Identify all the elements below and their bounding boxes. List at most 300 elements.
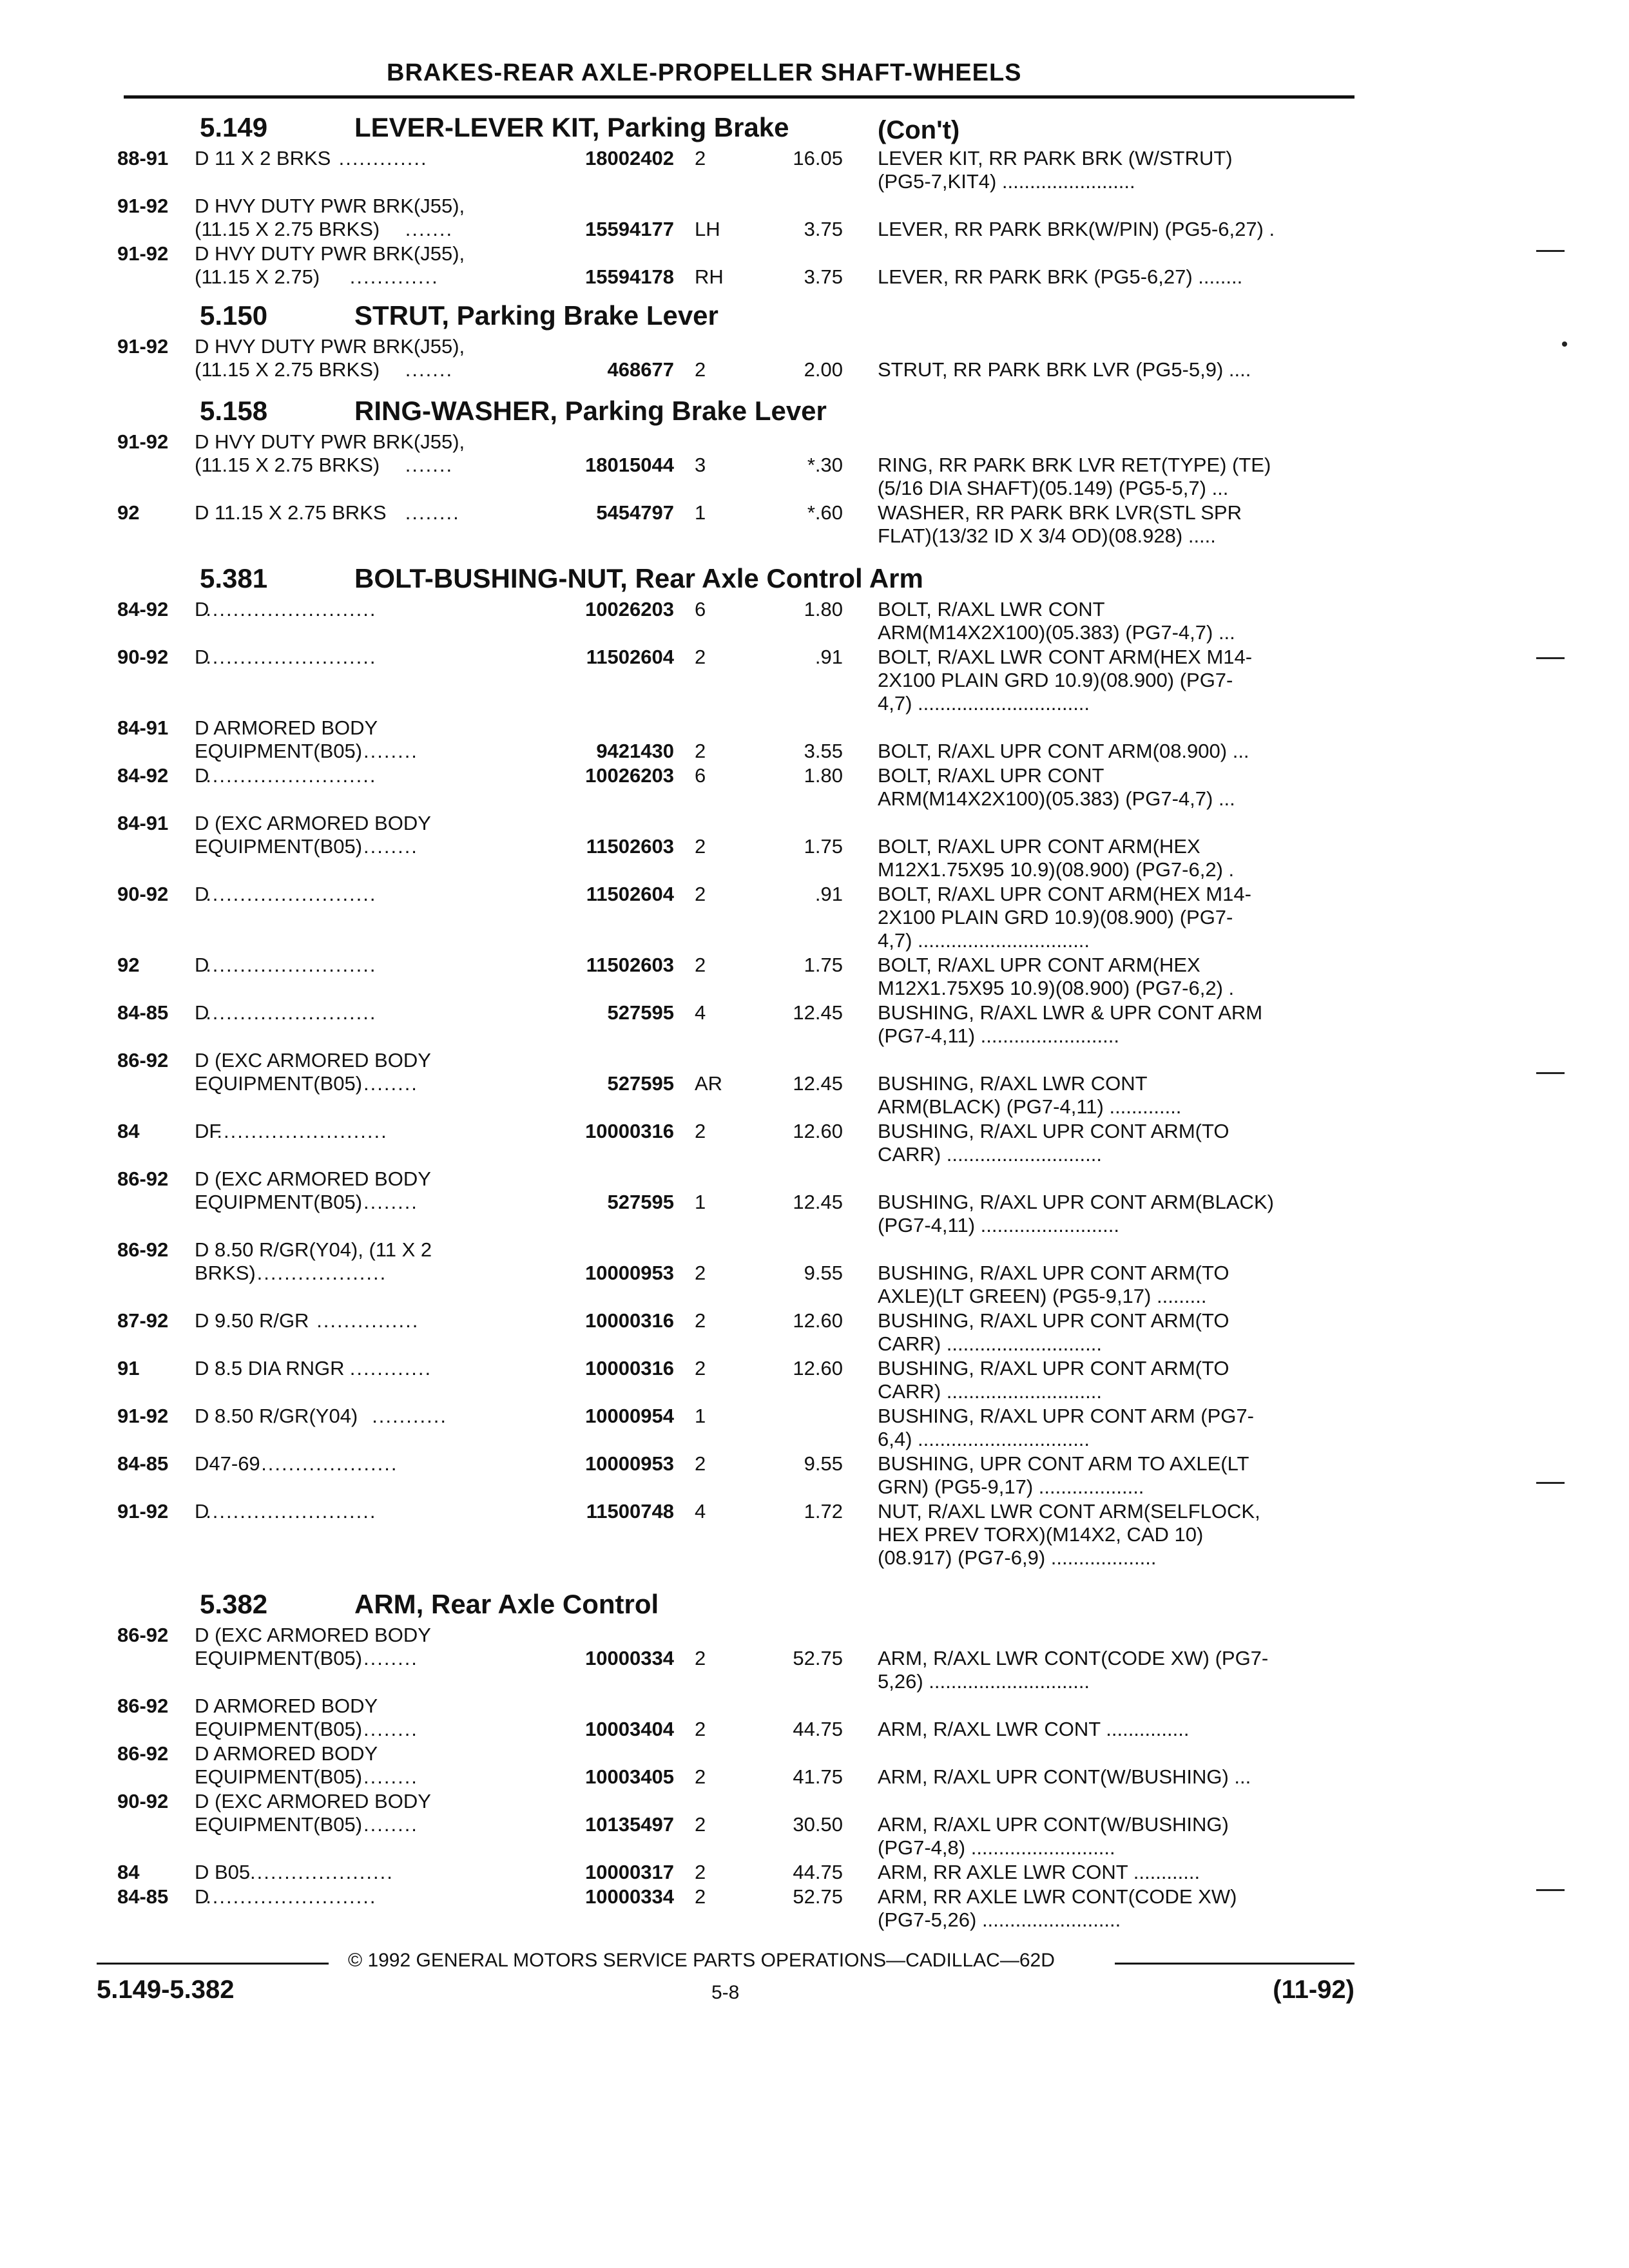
entry-name: (PG7-4,11) .........................: [878, 1024, 1119, 1047]
part-entry: [0, 1119, 1629, 1165]
entry-dots: ............: [349, 1357, 432, 1379]
section-name: LEVER-LEVER KIT, Parking Brake: [354, 112, 789, 142]
entry-line: [0, 1835, 1629, 1858]
entry-line: [0, 1379, 1629, 1402]
entry-yr: 90-92: [117, 1790, 169, 1812]
entry-pn: 10000953: [585, 1452, 674, 1475]
entry-name: WASHER, RR PARK BRK LVR(STL SPR: [878, 501, 1242, 524]
entry-desc: D HVY DUTY PWR BRK(J55),: [195, 335, 465, 358]
entry-yr: 84-92: [117, 764, 169, 787]
entry-price: 1.72: [804, 1500, 843, 1523]
entry-desc: D47-69: [195, 1452, 260, 1475]
entry-name: ARM, R/AXL UPR CONT(W/BUSHING): [878, 1813, 1229, 1836]
entry-desc: EQUIPMENT(B05): [195, 1647, 363, 1669]
entry-dots: .......: [405, 454, 454, 476]
entry-line: [0, 1499, 1629, 1522]
entry-qty: 2: [695, 646, 706, 668]
entry-desc: DF: [195, 1120, 222, 1142]
entry-yr: 90-92: [117, 646, 169, 668]
entry-line: [0, 1189, 1629, 1213]
entry-pn: 10003405: [585, 1765, 674, 1788]
entry-desc: D: [195, 598, 209, 620]
entry-desc: D 8.5 DIA RNGR: [195, 1357, 345, 1379]
entry-dots: .............: [338, 147, 428, 169]
entry-pn: 10000954: [585, 1405, 674, 1427]
part-entry: [0, 1741, 1629, 1787]
part-entry: [0, 193, 1629, 240]
entry-name: BUSHING, R/AXL LWR CONT: [878, 1072, 1148, 1095]
entry-price: *.30: [807, 454, 843, 476]
entry-name: BUSHING, R/AXL UPR CONT ARM(TO: [878, 1120, 1229, 1142]
entry-desc: D ARMORED BODY: [195, 1742, 378, 1765]
entry-dots: .......: [405, 358, 454, 381]
part-entry: [0, 1499, 1629, 1568]
entry-yr: 91-92: [117, 1405, 169, 1427]
entry-desc: D (EXC ARMORED BODY: [195, 1624, 431, 1646]
entry-name: CARR) ............................: [878, 1143, 1102, 1166]
entry-line: [0, 1789, 1629, 1812]
footer-copyright: © 1992 GENERAL MOTORS SERVICE PARTS OPERATIONS—CADILLAC—62D: [348, 1950, 1055, 1971]
entry-pn: 10000316: [585, 1309, 674, 1332]
entry-name: CARR) ............................: [878, 1380, 1102, 1403]
entry-qty: 2: [695, 1452, 706, 1475]
part-entry: [0, 1403, 1629, 1450]
part-entry: [0, 1860, 1629, 1883]
entry-qty: AR: [695, 1072, 723, 1095]
entry-name: 4,7) ...............................: [878, 692, 1090, 715]
entry-pn: 18015044: [585, 454, 674, 476]
entry-pn: 15594177: [585, 218, 674, 240]
entry-line: [0, 975, 1629, 999]
entry-pn: 15594178: [585, 265, 674, 288]
entry-dots: .........................: [217, 1120, 388, 1142]
entry-qty: 2: [695, 1309, 706, 1332]
part-entry: [0, 1451, 1629, 1497]
entry-line: [0, 786, 1629, 809]
entry-line: [0, 1860, 1629, 1883]
entry-yr: 84-91: [117, 812, 169, 834]
entry-name: 2X100 PLAIN GRD 10.9)(08.900) (PG7-: [878, 906, 1233, 928]
entry-desc: D (EXC ARMORED BODY: [195, 1049, 431, 1072]
entry-yr: 86-92: [117, 1695, 169, 1717]
entry-price: 9.55: [804, 1452, 843, 1475]
entry-line: [0, 881, 1629, 905]
entry-qty: 1: [695, 1191, 706, 1213]
entry-line: [0, 1545, 1629, 1568]
entry-qty: 4: [695, 1500, 706, 1523]
entry-dots: ....................: [250, 1262, 387, 1284]
entry-desc: D: [195, 1885, 209, 1908]
part-entry: [0, 952, 1629, 999]
entry-price: 3.75: [804, 218, 843, 240]
entry-line: [0, 905, 1629, 928]
part-entry: [0, 763, 1629, 809]
entry-name: 5,26) .............................: [878, 1670, 1090, 1693]
entry-yr: 87-92: [117, 1309, 169, 1332]
entry-dots: .........................: [206, 1001, 377, 1024]
entry-line: [0, 620, 1629, 643]
entry-qty: 2: [695, 1861, 706, 1883]
entry-line: [0, 1522, 1629, 1545]
entry-yr: 86-92: [117, 1168, 169, 1190]
entry-price: 41.75: [793, 1765, 843, 1788]
entry-dots: ..........: [349, 1072, 418, 1095]
entry-qty: 2: [695, 1813, 706, 1836]
entry-desc: D (EXC ARMORED BODY: [195, 1168, 431, 1190]
entry-line: [0, 1741, 1629, 1764]
part-entry: [0, 715, 1629, 762]
entry-desc: D: [195, 1001, 209, 1024]
entry-line: [0, 169, 1629, 192]
entry-name: BUSHING, UPR CONT ARM TO AXLE(LT: [878, 1452, 1249, 1475]
entry-name: ARM, R/AXL LWR CONT(CODE XW) (PG7-: [878, 1647, 1269, 1669]
entry-name: BUSHING, R/AXL UPR CONT ARM(BLACK): [878, 1191, 1274, 1213]
entry-dots: .........................: [206, 598, 377, 620]
part-entry: [0, 334, 1629, 380]
entry-dots: ..........: [349, 1765, 418, 1788]
entry-yr: 84-92: [117, 598, 169, 620]
entry-yr: 86-92: [117, 1238, 169, 1261]
entry-line: [0, 691, 1629, 714]
margin-mark: [1536, 1482, 1565, 1484]
part-entry: [0, 1048, 1629, 1117]
part-entry: [0, 1884, 1629, 1930]
entry-price: .91: [815, 646, 843, 668]
entry-line: [0, 1000, 1629, 1023]
entry-dots: ...............: [316, 1309, 419, 1332]
entry-name: 2X100 PLAIN GRD 10.9)(08.900) (PG7-: [878, 669, 1233, 691]
entry-name: FLAT)(13/32 ID X 3/4 OD)(08.928) .....: [878, 524, 1216, 547]
entry-line: [0, 834, 1629, 857]
entry-yr: 91-92: [117, 335, 169, 358]
entry-line: [0, 1048, 1629, 1071]
entry-line: [0, 597, 1629, 620]
entry-pn: 10000334: [585, 1885, 674, 1908]
entry-price: 1.80: [804, 764, 843, 787]
entry-yr: 84-91: [117, 716, 169, 739]
entry-name: GRN) (PG5-9,17) ...................: [878, 1475, 1144, 1498]
entry-dots: ....................: [261, 1452, 398, 1475]
entry-name: BUSHING, R/AXL UPR CONT ARM(TO: [878, 1357, 1229, 1379]
entry-desc: D: [195, 646, 209, 668]
entry-qty: 6: [695, 764, 706, 787]
entry-dots: ...........: [372, 1405, 447, 1427]
entry-name: ARM, R/AXL LWR CONT ...............: [878, 1718, 1190, 1740]
entry-dots: .....................: [250, 1861, 394, 1883]
entry-desc: D: [195, 883, 209, 905]
entry-desc: D B05: [195, 1861, 251, 1883]
entry-dots: ..........: [349, 1647, 418, 1669]
entry-line: [0, 1023, 1629, 1046]
header-rule: [124, 95, 1354, 99]
entry-pn: 10026203: [585, 598, 674, 620]
part-entry: [0, 1356, 1629, 1402]
entry-qty: 2: [695, 740, 706, 762]
entry-line: [0, 1213, 1629, 1236]
entry-line: [0, 1716, 1629, 1740]
entry-line: [0, 429, 1629, 452]
part-entry: [0, 1166, 1629, 1236]
section-continued: (Con't): [878, 116, 960, 144]
entry-name: BOLT, R/AXL UPR CONT ARM(HEX: [878, 835, 1200, 858]
section-name: STRUT, Parking Brake Lever: [354, 300, 718, 331]
entry-price: 44.75: [793, 1718, 843, 1740]
entry-qty: 2: [695, 883, 706, 905]
entry-pn: 10003404: [585, 1718, 674, 1740]
entry-yr: 91-92: [117, 242, 169, 265]
entry-pn: 11500748: [586, 1500, 674, 1523]
entry-line: [0, 1403, 1629, 1427]
entry-desc: D: [195, 954, 209, 976]
entry-line: [0, 952, 1629, 975]
entry-line: [0, 1907, 1629, 1930]
entry-qty: 1: [695, 1405, 706, 1427]
part-entry: [0, 811, 1629, 880]
entry-name: (PG7-4,11) .........................: [878, 1214, 1119, 1236]
entry-pn: 10000317: [585, 1861, 674, 1883]
entry-price: 30.50: [793, 1813, 843, 1836]
entry-name: BUSHING, R/AXL UPR CONT ARM(TO: [878, 1262, 1229, 1284]
entry-yr: 84-85: [117, 1001, 169, 1024]
entry-line: [0, 1764, 1629, 1787]
entry-pn: 11502603: [586, 835, 674, 858]
entry-line: [0, 452, 1629, 476]
entry-yr: 88-91: [117, 147, 169, 169]
entry-desc: EQUIPMENT(B05): [195, 740, 363, 762]
entry-desc: EQUIPMENT(B05): [195, 1765, 363, 1788]
entry-line: [0, 1331, 1629, 1354]
entry-desc: D 8.50 R/GR(Y04): [195, 1405, 358, 1427]
entry-yr: 84-85: [117, 1885, 169, 1908]
entry-line: [0, 1812, 1629, 1835]
entry-qty: 2: [695, 1718, 706, 1740]
footer-rule-right: [1115, 1963, 1354, 1965]
margin-mark: [1536, 1072, 1565, 1074]
entry-dots: .........................: [206, 883, 377, 905]
entry-line: [0, 1166, 1629, 1189]
part-entry: [0, 1000, 1629, 1046]
part-entry: [0, 881, 1629, 951]
entry-desc: D: [195, 1500, 209, 1523]
entry-qty: 2: [695, 1885, 706, 1908]
entry-desc: D (EXC ARMORED BODY: [195, 1790, 431, 1812]
entry-line: [0, 476, 1629, 499]
entry-yr: 91-92: [117, 195, 169, 217]
entry-name: M12X1.75X95 10.9)(08.900) (PG7-6,2) .: [878, 977, 1235, 999]
entry-desc: EQUIPMENT(B05): [195, 1813, 363, 1836]
entry-dots: .........................: [206, 1885, 377, 1908]
entry-dots: ..........: [349, 835, 418, 858]
entry-qty: 6: [695, 598, 706, 620]
margin-mark: [1562, 341, 1567, 347]
entry-price: 44.75: [793, 1861, 843, 1883]
part-entry: [0, 241, 1629, 287]
entry-yr: 84: [117, 1861, 140, 1883]
entry-pn: 18002402: [585, 147, 674, 169]
entry-dots: .........................: [206, 954, 377, 976]
part-entry: [0, 500, 1629, 546]
entry-name: 6,4) ...............................: [878, 1428, 1090, 1450]
entry-price: 12.45: [793, 1072, 843, 1095]
entry-line: [0, 500, 1629, 523]
part-entry: [0, 1237, 1629, 1307]
part-entry: [0, 146, 1629, 192]
entry-yr: 84: [117, 1120, 140, 1142]
entry-name: AXLE)(LT GREEN) (PG5-9,17) .........: [878, 1285, 1207, 1307]
entry-line: [0, 1142, 1629, 1165]
entry-desc: D: [195, 764, 209, 787]
entry-line: [0, 763, 1629, 786]
entry-name: BOLT, R/AXL UPR CONT ARM(08.900) ...: [878, 740, 1249, 762]
entry-pn: 5454797: [596, 501, 674, 524]
entry-qty: 2: [695, 835, 706, 858]
footer-rule-left: [97, 1963, 329, 1965]
entry-price: 12.60: [793, 1120, 843, 1142]
section-number: 5.149: [200, 112, 268, 142]
part-entry: [0, 1308, 1629, 1354]
footer-section-range: 5.149-5.382: [97, 1975, 235, 2004]
entry-name: (08.917) (PG7-6,9) ...................: [878, 1546, 1157, 1569]
section-name: RING-WASHER, Parking Brake Lever: [354, 396, 827, 426]
entry-pn: 10026203: [585, 764, 674, 787]
entry-dots: .............: [349, 265, 439, 288]
entry-name: RING, RR PARK BRK LVR RET(TYPE) (TE): [878, 454, 1271, 476]
entry-price: *.60: [807, 501, 843, 524]
entry-price: 12.45: [793, 1191, 843, 1213]
entry-dots: ..........: [349, 1191, 418, 1213]
entry-line: [0, 1622, 1629, 1646]
entry-line: [0, 264, 1629, 287]
section-name: ARM, Rear Axle Control: [354, 1589, 659, 1619]
entry-name: BUSHING, R/AXL UPR CONT ARM(TO: [878, 1309, 1229, 1332]
entry-line: [0, 146, 1629, 169]
footer-date: (11-92): [1273, 1975, 1354, 2004]
entry-name: BOLT, R/AXL UPR CONT ARM(HEX: [878, 954, 1200, 976]
entry-name: 4,7) ...............................: [878, 929, 1090, 952]
entry-pn: 10000953: [585, 1262, 674, 1284]
entry-line: [0, 715, 1629, 738]
entry-name: (PG5-7,KIT4) ........................: [878, 170, 1135, 193]
entry-desc: D 11.15 X 2.75 BRKS: [195, 501, 387, 524]
entry-yr: 84-85: [117, 1452, 169, 1475]
entry-desc: (11.15 X 2.75 BRKS): [195, 218, 380, 240]
entry-pn: 527595: [607, 1072, 674, 1095]
entry-line: [0, 1283, 1629, 1307]
entry-line: [0, 523, 1629, 546]
entry-pn: 10000316: [585, 1357, 674, 1379]
entry-qty: 2: [695, 954, 706, 976]
entry-name: HEX PREV TORX)(M14X2, CAD 10): [878, 1523, 1204, 1546]
entry-name: M12X1.75X95 10.9)(08.900) (PG7-6,2) .: [878, 858, 1235, 881]
entry-name: ARM, RR AXLE LWR CONT ............: [878, 1861, 1200, 1883]
section-number: 5.381: [200, 563, 268, 593]
entry-price: 1.75: [804, 954, 843, 976]
entry-price: 9.55: [804, 1262, 843, 1284]
entry-price: .91: [815, 883, 843, 905]
entry-line: [0, 1237, 1629, 1260]
entry-line: [0, 1646, 1629, 1669]
entry-line: [0, 738, 1629, 762]
entry-pn: 10000316: [585, 1120, 674, 1142]
margin-mark: [1536, 1889, 1565, 1891]
entry-price: 12.60: [793, 1309, 843, 1332]
entry-name: LEVER, RR PARK BRK(W/PIN) (PG5-6,27) .: [878, 218, 1275, 240]
part-entry: [0, 644, 1629, 714]
part-entry: [0, 429, 1629, 499]
part-entry: [0, 597, 1629, 643]
part-entry: [0, 1789, 1629, 1858]
entry-name: LEVER, RR PARK BRK (PG5-6,27) ........: [878, 265, 1243, 288]
entry-desc: D ARMORED BODY: [195, 716, 378, 739]
entry-pn: 11502604: [586, 646, 674, 668]
entry-line: [0, 216, 1629, 240]
entry-line: [0, 928, 1629, 951]
entry-pn: 10135497: [585, 1813, 674, 1836]
entry-desc: EQUIPMENT(B05): [195, 835, 363, 858]
entry-desc: (11.15 X 2.75): [195, 265, 320, 288]
entry-yr: 86-92: [117, 1624, 169, 1646]
entry-line: [0, 1451, 1629, 1474]
entry-dots: .........................: [206, 1500, 377, 1523]
entry-name: (5/16 DIA SHAFT)(05.149) (PG5-5,7) ...: [878, 477, 1229, 499]
entry-yr: 91-92: [117, 430, 169, 453]
entry-name: ARM(M14X2X100)(05.383) (PG7-4,7) ...: [878, 787, 1235, 810]
entry-line: [0, 1071, 1629, 1094]
section-name: BOLT-BUSHING-NUT, Rear Axle Control Arm: [354, 563, 923, 593]
entry-qty: 2: [695, 1262, 706, 1284]
entry-pn: 468677: [607, 358, 674, 381]
entry-line: [0, 668, 1629, 691]
entry-line: [0, 193, 1629, 216]
entry-pn: 527595: [607, 1191, 674, 1213]
entry-desc: D HVY DUTY PWR BRK(J55),: [195, 195, 465, 217]
entry-line: [0, 857, 1629, 880]
entry-price: 1.75: [804, 835, 843, 858]
entry-name: NUT, R/AXL LWR CONT ARM(SELFLOCK,: [878, 1500, 1260, 1523]
entry-pn: 9421430: [596, 740, 674, 762]
entry-price: 52.75: [793, 1885, 843, 1908]
entry-line: [0, 1119, 1629, 1142]
entry-name: ARM, R/AXL UPR CONT(W/BUSHING) ...: [878, 1765, 1251, 1788]
entry-name: BUSHING, R/AXL LWR & UPR CONT ARM: [878, 1001, 1263, 1024]
entry-price: 52.75: [793, 1647, 843, 1669]
entry-price: 12.60: [793, 1357, 843, 1379]
entry-line: [0, 1094, 1629, 1117]
entry-pn: 11502604: [586, 883, 674, 905]
section-number: 5.382: [200, 1589, 268, 1619]
entry-name: BUSHING, R/AXL UPR CONT ARM (PG7-: [878, 1405, 1254, 1427]
entry-line: [0, 811, 1629, 834]
entry-price: 12.45: [793, 1001, 843, 1024]
part-entry: [0, 1693, 1629, 1740]
entry-line: [0, 241, 1629, 264]
entry-name: (PG7-4,8) ..........................: [878, 1836, 1115, 1859]
entry-yr: 90-92: [117, 883, 169, 905]
entry-qty: 2: [695, 1765, 706, 1788]
margin-mark: [1536, 657, 1565, 659]
entry-desc: EQUIPMENT(B05): [195, 1718, 363, 1740]
entry-desc: BRKS): [195, 1262, 256, 1284]
part-entry: [0, 1622, 1629, 1692]
entry-name: CARR) ............................: [878, 1332, 1102, 1355]
entry-name: BOLT, R/AXL UPR CONT: [878, 764, 1104, 787]
entry-price: 3.75: [804, 265, 843, 288]
entry-yr: 91: [117, 1357, 140, 1379]
section-number: 5.158: [200, 396, 268, 426]
entry-line: [0, 1884, 1629, 1907]
section-number: 5.150: [200, 300, 268, 331]
entry-desc: EQUIPMENT(B05): [195, 1191, 363, 1213]
